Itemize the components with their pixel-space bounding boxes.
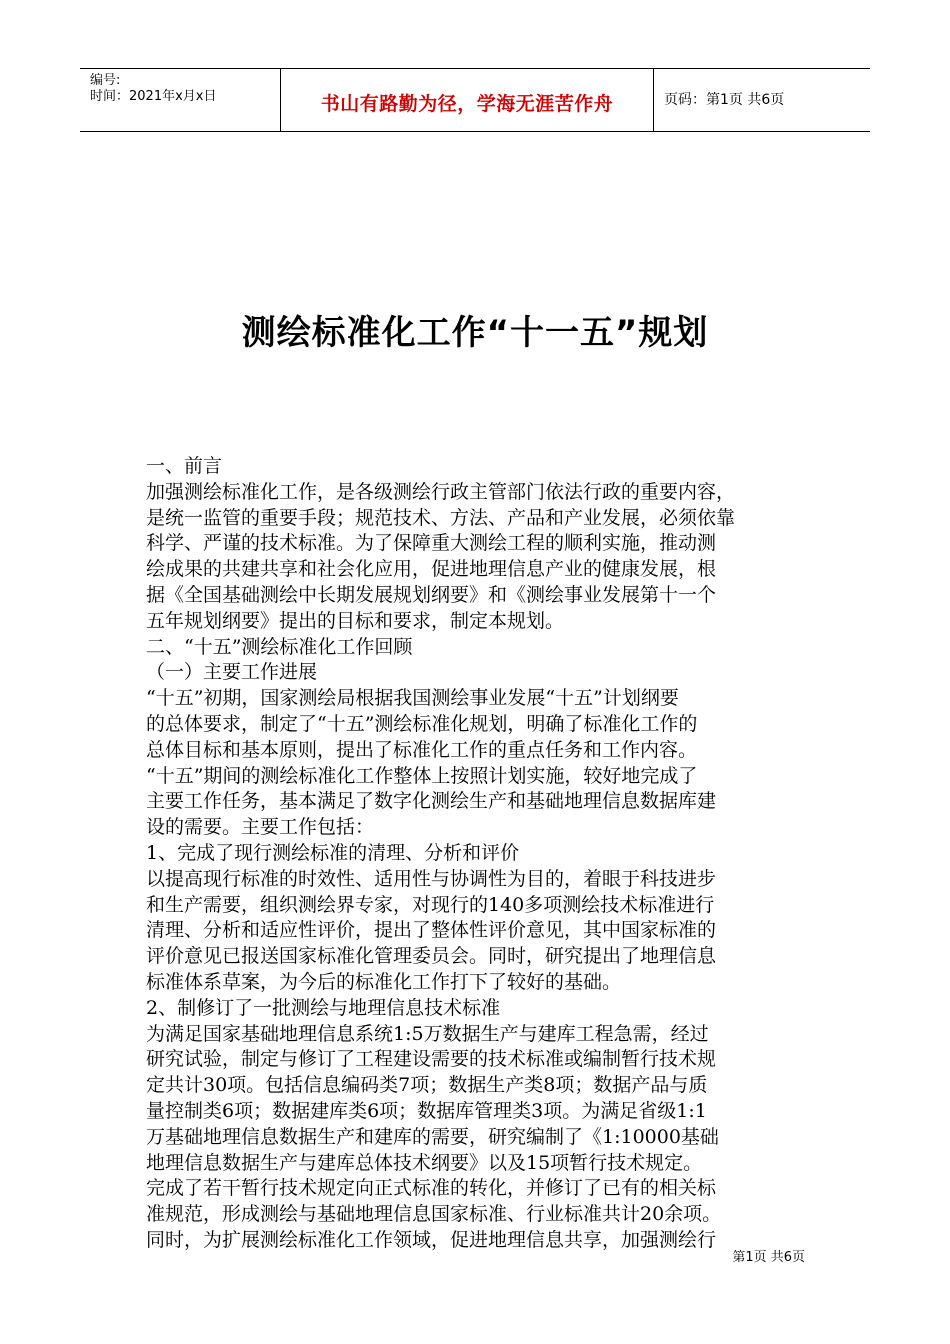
- page-number-text: 页码：第1页 共6页: [664, 92, 785, 108]
- number-label: 编号:: [90, 73, 121, 88]
- body-line: 地理信息数据生产与建库总体技术纲要》以及15项暂行技术规定。: [146, 1151, 703, 1174]
- document-body: [146, 454, 816, 1254]
- body-line: 一、前言: [146, 455, 223, 477]
- page-footer: 第1页 共6页: [732, 1250, 805, 1265]
- body-line: 是统一监管的重要手段；规范技术、方法、产品和产业发展，必须依靠: [146, 506, 736, 529]
- header-meta: [80, 69, 281, 131]
- body-line: 研究试验，制定与修订了工程建设需要的技术标准或编制暂行技术规: [146, 1048, 717, 1071]
- body-line: 加强测绘标准化工作，是各级测绘行政主管部门依法行政的重要内容，: [146, 480, 736, 503]
- body-line: 科学、严谨的技术标准。为了保障重大测绘工程的顺利实施，推动测: [146, 532, 717, 555]
- body-line: 绘成果的共建共享和社会化应用，促进地理信息产业的健康发展，根: [146, 558, 717, 581]
- document-title: 测绘标准化工作“十一五”规划: [241, 313, 709, 353]
- body-line: 为满足国家基础地理信息系统1:5万数据生产与建库工程急需，经过: [146, 1022, 709, 1045]
- body-line: “十五”期间的测绘标准化工作整体上按照计划实施，较好地完成了: [146, 764, 698, 787]
- body-line: 量控制类6项；数据建库类6项；数据库管理类3项。为满足省级1:1: [146, 1099, 707, 1122]
- motto-text: 书山有路勤为径，学海无涯苦作舟: [320, 93, 614, 115]
- header-motto: [281, 69, 654, 131]
- body-line: 定共计30项。包括信息编码类7项；数据生产类8项；数据产品与质: [146, 1074, 708, 1097]
- body-line: 二、“十五”测绘标准化工作回顾: [146, 635, 413, 658]
- body-line: “十五”初期，国家测绘局根据我国测绘事业发展“十五”计划纲要: [146, 687, 679, 710]
- body-line: 五年规划纲要》提出的目标和要求，制定本规划。: [146, 609, 565, 632]
- body-line: 总体目标和基本原则，提出了标准化工作的重点任务和工作内容。: [146, 738, 698, 761]
- body-line: 1、完成了现行测绘标准的清理、分析和评价: [146, 841, 520, 864]
- body-line: 同时，为扩展测绘标准化工作领域，促进地理信息共享，加强测绘行: [146, 1228, 717, 1251]
- time-label: 时间：2021年x月x日: [90, 89, 217, 104]
- body-line: 以提高现行标准的时效性、适用性与协调性为目的，着眼于科技进步: [146, 867, 717, 890]
- body-line: 完成了若干暂行技术规定向正式标准的转化，并修订了已有的相关标: [146, 1177, 717, 1200]
- body-line: （一）主要工作进展: [146, 661, 318, 684]
- body-line: 标准体系草案，为今后的标准化工作打下了较好的基础。: [146, 970, 622, 993]
- body-line: 主要工作任务，基本满足了数字化测绘生产和基础地理信息数据库建: [146, 790, 717, 813]
- body-line: 评价意见已报送国家标准化管理委员会。同时，研究提出了地理信息: [146, 945, 717, 968]
- body-line: 设的需要。主要工作包括：: [146, 816, 375, 839]
- page-header: [80, 68, 870, 132]
- body-line: 的总体要求，制定了“十五”测绘标准化规划，明确了标准化工作的: [146, 712, 698, 735]
- body-line: 据《全国基础测绘中长期发展规划纲要》和《测绘事业发展第十一个: [146, 583, 717, 606]
- body-line: 清理、分析和适应性评价，提出了整体性评价意见，其中国家标准的: [146, 919, 717, 942]
- body-line: 万基础地理信息数据生产和建库的需要，研究编制了《1:10000基础: [146, 1125, 719, 1148]
- header-page-info: [654, 69, 870, 131]
- body-line: 和生产需要，组织测绘界专家，对现行的140多项测绘技术标准进行: [146, 893, 715, 916]
- body-line: 准规范，形成测绘与基础地理信息国家标准、行业标准共计20余项。: [146, 1203, 722, 1226]
- body-line: 2、制修订了一批测绘与地理信息技术标准: [146, 996, 501, 1019]
